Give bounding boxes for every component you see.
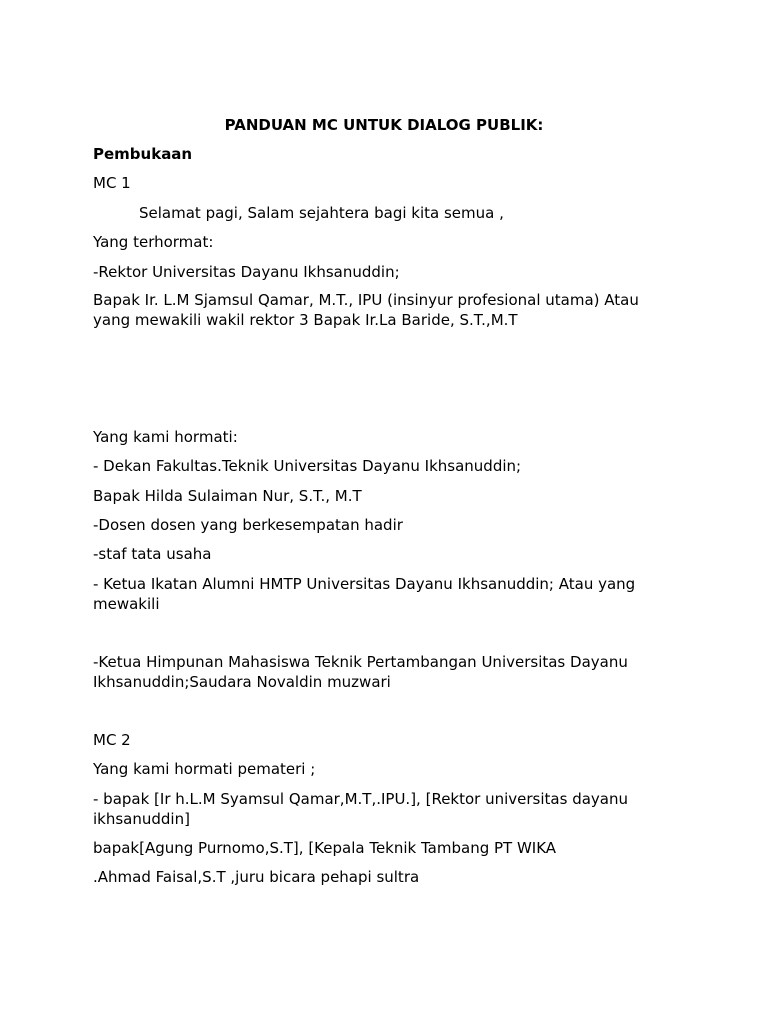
speakers-label: Yang kami hormati pemateri ;	[93, 760, 316, 778]
rector-line: -Rektor Universitas Dayanu Ikhsanuddin;	[93, 263, 400, 281]
mc1-label: MC 1	[93, 174, 131, 192]
speaker1-line-2: ikhsanuddin]	[93, 810, 190, 828]
mc2-label: MC 2	[93, 731, 131, 749]
staff-line: -staf tata usaha	[93, 545, 212, 563]
speaker2-line: bapak[Agung Purnomo,S.T], [Kepala Teknik Tambang PT WIKA	[93, 839, 557, 857]
dean-line: - Dekan Fakultas.Teknik Universitas Dayanu Ikhsanuddin;	[93, 457, 522, 475]
student-line-1: -Ketua Himpunan Mahasiswa Teknik Pertambangan Universitas Dayanu	[93, 653, 628, 671]
section-heading-opening: Pembukaan	[93, 145, 193, 163]
alumni-line-1: - Ketua Ikatan Alumni HMTP Universitas Dayanu Ikhsanuddin; Atau yang	[93, 575, 636, 593]
respected-label: Yang kami hormati:	[93, 428, 238, 446]
rector-name-line-2: yang mewakili wakil rektor 3 Bapak Ir.La Baride, S.T.,M.T	[93, 311, 518, 329]
document-title: PANDUAN MC UNTUK DIALOG PUBLIK:	[224, 116, 544, 134]
greeting-text: Selamat pagi, Salam sejahtera bagi kita semua ,	[139, 204, 504, 222]
speaker1-line-1: - bapak [Ir h.L.M Syamsul Qamar,M.T,.IPU.], [Rektor universitas dayanu	[93, 790, 628, 808]
dean-name: Bapak Hilda Sulaiman Nur, S.T., M.T	[93, 487, 362, 505]
lecturers-line: -Dosen dosen yang berkesempatan hadir	[93, 516, 403, 534]
honored-label: Yang terhormat:	[93, 233, 214, 251]
rector-name-line-1: Bapak Ir. L.M Sjamsul Qamar, M.T., IPU (insinyur profesional utama) Atau	[93, 291, 639, 309]
speaker3-line: .Ahmad Faisal,S.T ,juru bicara pehapi sultra	[93, 868, 420, 886]
alumni-line-2: mewakili	[93, 595, 160, 613]
student-line-2: Ikhsanuddin;Saudara Novaldin muzwari	[93, 673, 391, 691]
